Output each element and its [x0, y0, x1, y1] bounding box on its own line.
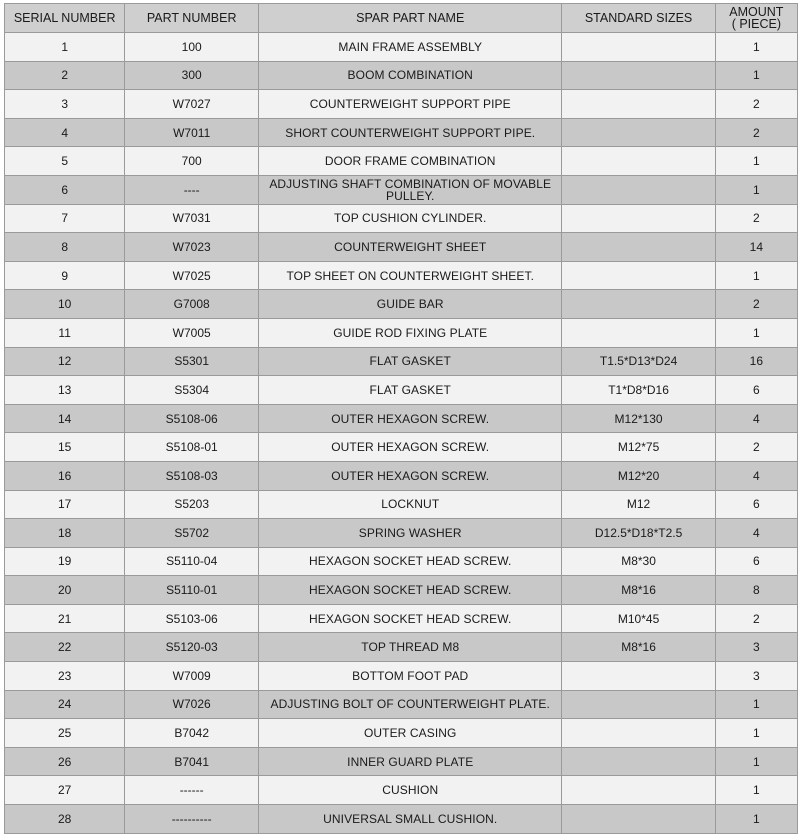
- standard-size-cell: [562, 719, 715, 748]
- table-row: [5, 90, 798, 119]
- standard-size-cell: [562, 118, 715, 147]
- serial-number-cell: 27: [5, 776, 125, 805]
- part-name-cell: ADJUSTING BOLT OF COUNTERWEIGHT PLATE.: [259, 690, 562, 719]
- table-row: [5, 776, 798, 805]
- part-name-cell: OUTER HEXAGON SCREW.: [259, 433, 562, 462]
- standard-size-cell: [562, 662, 715, 691]
- part-number-cell: S5103-06: [125, 604, 259, 633]
- amount-cell: 2: [715, 604, 797, 633]
- serial-number-cell: 11: [5, 318, 125, 347]
- standard-size-cell: [562, 805, 715, 834]
- part-name-cell: HEXAGON SOCKET HEAD SCREW.: [259, 547, 562, 576]
- table-row: [5, 233, 798, 262]
- part-number-cell: W7031: [125, 204, 259, 233]
- part-number-cell: 100: [125, 33, 259, 62]
- serial-number-cell: 22: [5, 633, 125, 662]
- header-amount: [715, 4, 797, 33]
- serial-number-cell: 13: [5, 376, 125, 405]
- serial-number-cell: 10: [5, 290, 125, 319]
- part-name-cell: INNER GUARD PLATE: [259, 747, 562, 776]
- amount-cell: 1: [715, 805, 797, 834]
- table-row: [5, 347, 798, 376]
- part-name-cell: COUNTERWEIGHT SUPPORT PIPE: [259, 90, 562, 119]
- table-row: [5, 490, 798, 519]
- standard-size-cell: [562, 261, 715, 290]
- part-name-cell: CUSHION: [259, 776, 562, 805]
- table-row: [5, 318, 798, 347]
- part-number-cell: S5304: [125, 376, 259, 405]
- serial-number-cell: 25: [5, 719, 125, 748]
- part-number-cell: 300: [125, 61, 259, 90]
- amount-cell: 3: [715, 633, 797, 662]
- table-row: [5, 433, 798, 462]
- serial-number-cell: 4: [5, 118, 125, 147]
- serial-number-cell: 6: [5, 175, 125, 204]
- part-number-cell: ----------: [125, 805, 259, 834]
- part-name-cell: OUTER HEXAGON SCREW.: [259, 404, 562, 433]
- table-row: [5, 547, 798, 576]
- part-name-cell: BOTTOM FOOT PAD: [259, 662, 562, 691]
- table-row: [5, 204, 798, 233]
- serial-number-cell: 15: [5, 433, 125, 462]
- standard-size-cell: [562, 204, 715, 233]
- table-body: [5, 33, 798, 834]
- part-name-cell: SPRING WASHER: [259, 519, 562, 548]
- part-name-cell: FLAT GASKET: [259, 347, 562, 376]
- table-row: [5, 719, 798, 748]
- serial-number-cell: 3: [5, 90, 125, 119]
- part-number-cell: W7005: [125, 318, 259, 347]
- standard-size-cell: M8*16: [562, 633, 715, 662]
- part-name-cell: TOP SHEET ON COUNTERWEIGHT SHEET.: [259, 261, 562, 290]
- part-name-cell: HEXAGON SOCKET HEAD SCREW.: [259, 604, 562, 633]
- part-number-cell: S5110-04: [125, 547, 259, 576]
- amount-cell: 4: [715, 519, 797, 548]
- table-row: [5, 175, 798, 204]
- part-number-cell: S5108-01: [125, 433, 259, 462]
- part-name-cell: FLAT GASKET: [259, 376, 562, 405]
- amount-cell: 1: [715, 318, 797, 347]
- part-name-cell: TOP CUSHION CYLINDER.: [259, 204, 562, 233]
- table-row: [5, 747, 798, 776]
- part-name-cell: SHORT COUNTERWEIGHT SUPPORT PIPE.: [259, 118, 562, 147]
- amount-cell: 1: [715, 61, 797, 90]
- standard-size-cell: [562, 290, 715, 319]
- part-number-cell: ----: [125, 175, 259, 204]
- table-row: [5, 461, 798, 490]
- amount-cell: 1: [715, 747, 797, 776]
- table-row: [5, 261, 798, 290]
- standard-size-cell: M12: [562, 490, 715, 519]
- standard-size-cell: D12.5*D18*T2.5: [562, 519, 715, 548]
- amount-cell: 2: [715, 90, 797, 119]
- part-name-cell: UNIVERSAL SMALL CUSHION.: [259, 805, 562, 834]
- amount-cell: 1: [715, 776, 797, 805]
- part-number-cell: 700: [125, 147, 259, 176]
- serial-number-cell: 28: [5, 805, 125, 834]
- amount-cell: 1: [715, 690, 797, 719]
- serial-number-cell: 12: [5, 347, 125, 376]
- standard-size-cell: [562, 175, 715, 204]
- amount-cell: 2: [715, 290, 797, 319]
- serial-number-cell: 16: [5, 461, 125, 490]
- serial-number-cell: 9: [5, 261, 125, 290]
- part-number-cell: W7009: [125, 662, 259, 691]
- header-amount-line1: AMOUNT: [729, 5, 784, 19]
- standard-size-cell: M8*16: [562, 576, 715, 605]
- part-name-cell: DOOR FRAME COMBINATION: [259, 147, 562, 176]
- serial-number-cell: 1: [5, 33, 125, 62]
- standard-size-cell: [562, 61, 715, 90]
- amount-cell: 1: [715, 147, 797, 176]
- serial-number-cell: 21: [5, 604, 125, 633]
- serial-number-cell: 23: [5, 662, 125, 691]
- amount-cell: 8: [715, 576, 797, 605]
- table-row: [5, 805, 798, 834]
- part-name-cell: MAIN FRAME ASSEMBLY: [259, 33, 562, 62]
- part-number-cell: S5108-03: [125, 461, 259, 490]
- amount-cell: 2: [715, 118, 797, 147]
- header-row: [5, 4, 798, 33]
- header-standard-sizes: STANDARD SIZES: [562, 4, 715, 33]
- standard-size-cell: [562, 147, 715, 176]
- header-part-number: PART NUMBER: [125, 4, 259, 33]
- serial-number-cell: 17: [5, 490, 125, 519]
- serial-number-cell: 20: [5, 576, 125, 605]
- standard-size-cell: [562, 90, 715, 119]
- part-name-cell: BOOM COMBINATION: [259, 61, 562, 90]
- standard-size-cell: M12*130: [562, 404, 715, 433]
- part-number-cell: S5120-03: [125, 633, 259, 662]
- serial-number-cell: 5: [5, 147, 125, 176]
- amount-cell: 4: [715, 404, 797, 433]
- serial-number-cell: 24: [5, 690, 125, 719]
- standard-size-cell: T1.5*D13*D24: [562, 347, 715, 376]
- serial-number-cell: 19: [5, 547, 125, 576]
- table-row: [5, 576, 798, 605]
- standard-size-cell: [562, 233, 715, 262]
- table-row: [5, 662, 798, 691]
- part-number-cell: W7025: [125, 261, 259, 290]
- amount-cell: 4: [715, 461, 797, 490]
- table-row: [5, 690, 798, 719]
- part-name-cell: GUIDE BAR: [259, 290, 562, 319]
- amount-cell: 2: [715, 433, 797, 462]
- part-number-cell: W7027: [125, 90, 259, 119]
- amount-cell: 1: [715, 33, 797, 62]
- amount-cell: 2: [715, 204, 797, 233]
- table-row: [5, 633, 798, 662]
- standard-size-cell: T1*D8*D16: [562, 376, 715, 405]
- table-header: [5, 4, 798, 33]
- part-name-cell: ADJUSTING SHAFT COMBINATION OF MOVABLE PULLEY.: [259, 175, 562, 204]
- table-row: [5, 290, 798, 319]
- parts-table: [4, 3, 798, 834]
- part-number-cell: S5108-06: [125, 404, 259, 433]
- part-name-cell: OUTER HEXAGON SCREW.: [259, 461, 562, 490]
- part-number-cell: W7023: [125, 233, 259, 262]
- serial-number-cell: 14: [5, 404, 125, 433]
- amount-cell: 14: [715, 233, 797, 262]
- standard-size-cell: M8*30: [562, 547, 715, 576]
- table-row: [5, 61, 798, 90]
- serial-number-cell: 2: [5, 61, 125, 90]
- standard-size-cell: M10*45: [562, 604, 715, 633]
- serial-number-cell: 26: [5, 747, 125, 776]
- part-number-cell: W7011: [125, 118, 259, 147]
- serial-number-cell: 8: [5, 233, 125, 262]
- table-row: [5, 376, 798, 405]
- part-name-cell: TOP THREAD M8: [259, 633, 562, 662]
- part-number-cell: W7026: [125, 690, 259, 719]
- part-number-cell: S5301: [125, 347, 259, 376]
- header-amount-line2: ( PIECE): [731, 17, 781, 31]
- amount-cell: 1: [715, 261, 797, 290]
- table-row: [5, 519, 798, 548]
- serial-number-cell: 7: [5, 204, 125, 233]
- part-number-cell: ------: [125, 776, 259, 805]
- standard-size-cell: [562, 747, 715, 776]
- part-name-cell: LOCKNUT: [259, 490, 562, 519]
- amount-cell: 3: [715, 662, 797, 691]
- amount-cell: 16: [715, 347, 797, 376]
- standard-size-cell: [562, 318, 715, 347]
- table-row: [5, 604, 798, 633]
- amount-cell: 6: [715, 490, 797, 519]
- table-row: [5, 118, 798, 147]
- amount-cell: 6: [715, 376, 797, 405]
- amount-cell: 1: [715, 719, 797, 748]
- part-name-cell: OUTER CASING: [259, 719, 562, 748]
- part-number-cell: G7008: [125, 290, 259, 319]
- standard-size-cell: M12*20: [562, 461, 715, 490]
- part-name-cell: GUIDE ROD FIXING PLATE: [259, 318, 562, 347]
- standard-size-cell: M12*75: [562, 433, 715, 462]
- part-number-cell: S5110-01: [125, 576, 259, 605]
- part-name-cell: COUNTERWEIGHT SHEET: [259, 233, 562, 262]
- part-name-cell: HEXAGON SOCKET HEAD SCREW.: [259, 576, 562, 605]
- part-number-cell: S5203: [125, 490, 259, 519]
- header-spar-part-name: SPAR PART NAME: [259, 4, 562, 33]
- part-number-cell: B7042: [125, 719, 259, 748]
- amount-cell: 1: [715, 175, 797, 204]
- serial-number-cell: 18: [5, 519, 125, 548]
- table-row: [5, 147, 798, 176]
- table-row: [5, 404, 798, 433]
- amount-cell: 6: [715, 547, 797, 576]
- part-number-cell: B7041: [125, 747, 259, 776]
- part-number-cell: S5702: [125, 519, 259, 548]
- standard-size-cell: [562, 33, 715, 62]
- table-row: [5, 33, 798, 62]
- header-serial-number: SERIAL NUMBER: [5, 4, 125, 33]
- standard-size-cell: [562, 690, 715, 719]
- standard-size-cell: [562, 776, 715, 805]
